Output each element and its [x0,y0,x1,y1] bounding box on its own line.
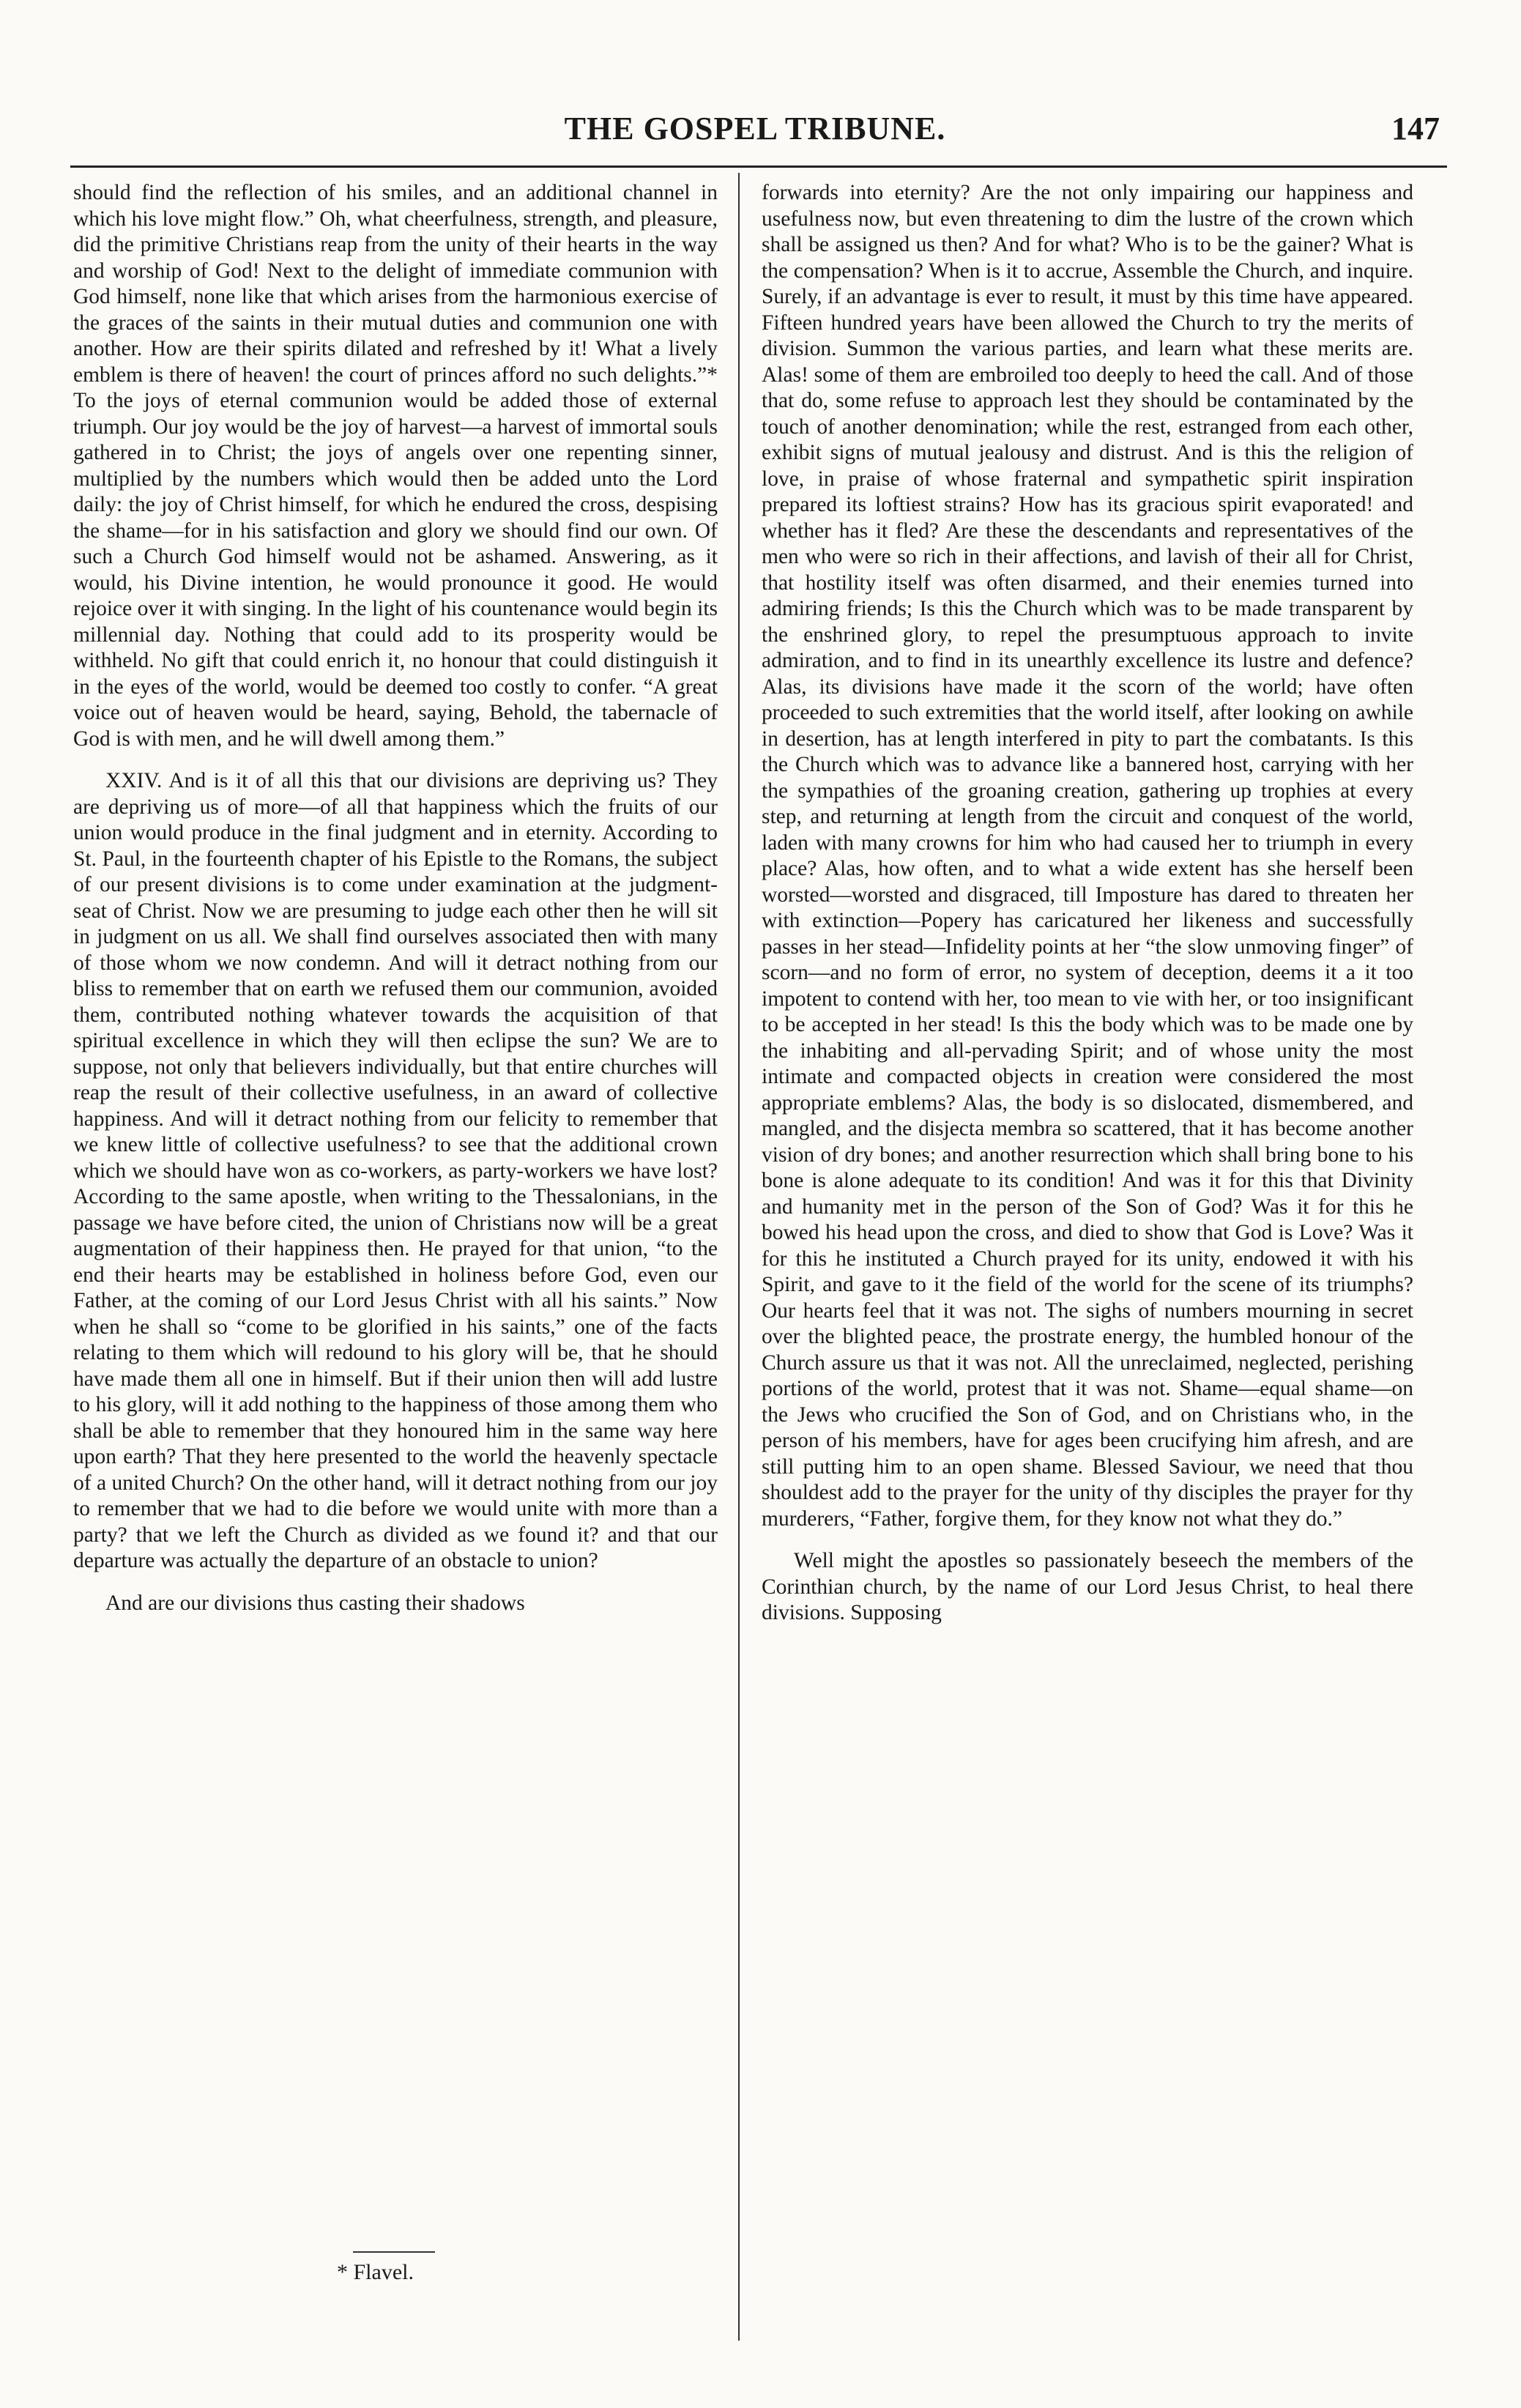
footnote: * Flavel. [337,2260,414,2284]
header-rule [70,166,1447,168]
page-title: THE GOSPEL TRIBUNE. [564,111,946,146]
left-column [73,180,718,1616]
paragraph: XXIV. And is it of all this that our divisions are depriving us? They are depriving us of more—of all that happiness which the fruits of our union would produce in the final judgment and in eternity. According to St. Paul, in the fourteenth chapter of his Epistle to the Romans, the subject of our present divisions is to come under examination at the judgment-seat of Christ. Now we are presuming to judge each other then he will sit in judgment on us all. We shall find ourselves associated then with many of those whom we now condemn. And will it detract nothing from our bliss to remember that on earth we refused them our communion, avoided them, contributed nothing whatever towards the acquisition of that spiritual excellence in which they will then eclipse the sun? We are to suppose, not only that believers individually, but that entire churches will reap the result of their collective usefulness, in an award of collective happiness. And will it detract nothing from our felicity to remember that we knew little of collective usefulness? to see that the additional crown which we should have won as co-workers, as party-workers we have lost? According to the same apostle, when writing to the Thessalonians, in the passage we have before cited, the union of Christians now will be a great augmentation of their happiness then. He prayed for that union, “to the end their hearts may be established in holiness before God, even our Father, at the coming of our Lord Jesus Christ with all his saints.” Now when he shall so “come to be glorified in his saints,” one of the facts relating to them which will redound to his glory will be, that he should have made them all one in himself. But if their union then will add lustre to his glory, will it add nothing to the happiness of those among them who shall be able to remember that they honoured him in the same way here upon earth? That they here presented to the world the heavenly spectacle of a united Church? On the other hand, will it detract nothing from our joy to remember that we had to die before we would unite with more than a party? that we left the Church as divided as we found it? and that our departure was actually the departure of an obstacle to union? [73,769,718,1572]
running-header [70,110,1440,161]
right-column [762,180,1413,1627]
paragraph: And are our divisions thus casting their shadows [105,1591,525,1615]
paragraph: should find the reflection of his smiles, and an additional channel in which his love might flow.” Oh, what cheerfulness, strength, and pleasure, did the primitive Christians reap from the unity of their hearts in the way and worship of God! Next to the delight of immediate communion with God himself, none like that which arises from the harmonious exercise of the graces of the saints in their mutual duties and communion one with another. How are their spirits dilated and refreshed by it! What a lively emblem is there of heaven! the court of princes afford no such delights.”* To the joys of eternal communion would be added those of external triumph. Our joy would be the joy of harvest—a harvest of immortal souls gathered in to Christ; the joys of angels over one repenting sinner, multiplied by the numbers which would then be added unto the Lord daily: the joy of Christ himself, for which he endured the cross, despising the shame—for in his satisfaction and glory we should find our own. Of such a Church God himself would not be ashamed. Answering, as it would, his Divine intention, he would pronounce it good. He would rejoice over it with singing. In the light of his countenance would begin its millennial day. Nothing that could add to its prosperity would be withheld. No gift that could enrich it, no honour that could distinguish it in the eyes of the world, would be deemed too costly to confer. “A great voice out of heaven would be heard, saying, Behold, the tabernacle of God is with men, and he will dwell among them.” [73,181,718,751]
column-divider [738,173,740,2341]
footnote-rule [353,2251,435,2253]
paragraph: forwards into eternity? Are the not only impairing our happiness and usefulness now, but even threatening to dim the lustre of the crown which shall be assigned us then? And for what? Who is to be the gainer? What is the compensation? When is it to accrue, Assemble the Church, and inquire. Surely, if an advantage is ever to result, it must by this time have appeared. Fifteen hundred years have been allowed the Church to try the merits of division. Summon the various parties, and learn what these merits are. Alas! some of them are embroiled too deeply to heed the call. And of those that do, some refuse to approach lest they should be contaminated by the touch of another denomination; while the rest, estranged from each other, exhibit signs of mutual jealousy and distrust. And is this the religion of love, in praise of whose fraternal and sympathetic spirit inspiration prepared its loftiest strains? How has its gracious spirit evaporated! and whether has it fled? Are these the descendants and representatives of the men who were so rich in their affections, and lavish of their all for Christ, that hostility itself was often disarmed, and their enemies turned into admiring friends; Is this the Church which was to be made transparent by the enshrined glory, to repel the presumptuous approach to invite admiration, and to find in its unearthly excellence its lustre and defence? Alas, its divisions have made it the scorn of the world; have often proceeded to such extremities that the world itself, after looking on awhile in desertion, has at length interfered in pity to part the combatants. Is this the Church which was to advance like a bannered host, carrying with her the sympathies of the groaning creation, gathering up trophies at every step, and returning at length from the circuit and conquest of the world, laden with many crowns for him who had caused her to triumph in every place? Alas, how often, and to what a wide extent has she herself been worsted—worsted and disgraced, till Imposture has dared to threaten her with extinction—Popery has caricatured her likeness and successfully passes in her stead—Infidelity points at her “the slow unmoving finger” of scorn—and no form of error, no system of deception, deems it a it too impotent to contend with her, too mean to vie with her, or too insignificant to be accepted in her stead! Is this the body which was to be made one by the inhabiting and all-pervading Spirit; and of whose unity the most intimate and compacted objects in creation were considered the most appropriate emblems? Alas, the body is so dislocated, dismembered, and mangled, and the disjecta membra so scattered, that it has become another vision of dry bones; and another resurrection which shall bring bone to his bone is alone adequate to its condition! And was it for this that Divinity and humanity met in the person of the Son of God? Was it for this he bowed his head upon the cross, and died to show that God is Love? Was it for this he instituted a Church prayed for its unity, endowed it with his Spirit, and gave to it the field of the world for the scene of its triumphs? Our hearts feel that it was not. The sighs of numbers mourning in secret over the blighted peace, the prostrate energy, the humbled honour of the Church assure us that it was not. All the unreclaimed, neglected, perishing portions of the world, protest that it was not. Shame—equal shame—on the Jews who crucified the Son of God, and on Christians who, in the person of his members, have for ages been crucifying him afresh, and are still putting him to an open shame. Blessed Saviour, we need that thou shouldest add to the prayer for the unity of thy disciples the prayer for thy murderers, “Father, forgive them, for they know not what they do.” [762,181,1413,1531]
paragraph: Well might the apostles so passionately beseech the members of the Corinthian church, by the name of our Lord Jesus Christ, to heal there divisions. Supposing [762,1549,1413,1624]
page-number: 147 [1391,111,1440,146]
